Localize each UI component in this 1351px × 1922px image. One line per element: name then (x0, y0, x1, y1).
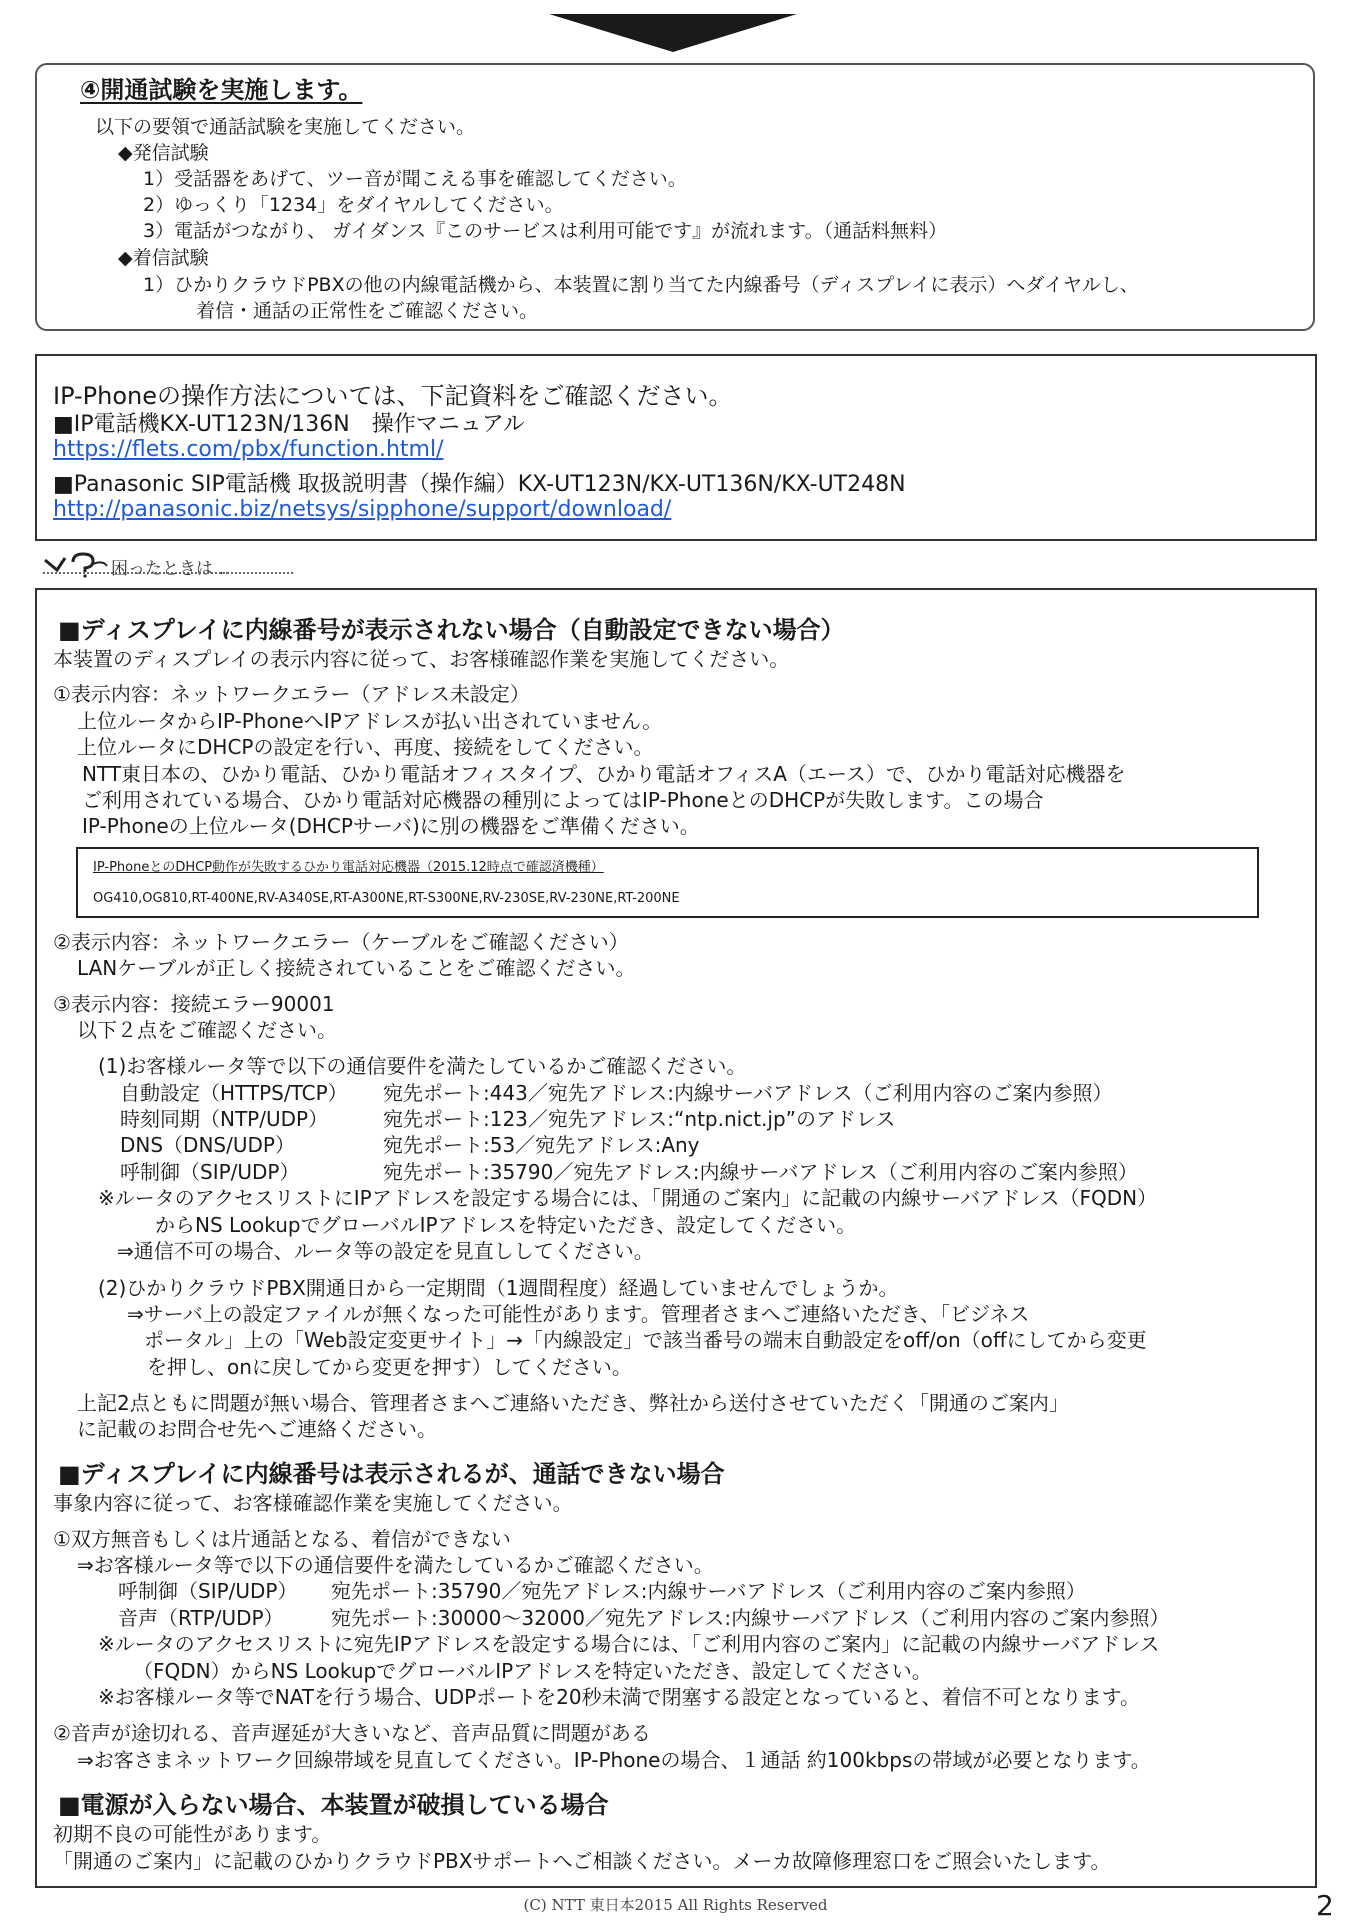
req-key: 呼制御（SIP/UDP） (118, 1579, 298, 1603)
step4-title: ④開通試験を実施します。 (80, 76, 363, 104)
point2-line: を押し、onに戻してから変更を押す）してください。 (147, 1355, 632, 1379)
sec2-case1-intro: ⇒お客様ルータ等で以下の通信要件を満たしているかご確認ください。 (77, 1553, 714, 1577)
sec2-note: （FQDN）からNS LookupでグローバルIPアドレスを特定いただき、設定してください。 (133, 1659, 932, 1683)
down-arrow-icon (549, 14, 797, 52)
point1-note: からNS LookupでグローバルIPアドレスを特定いただき、設定してください。 (155, 1213, 857, 1237)
case1-line: 上位ルータからIP-PhoneへIPアドレスが払い出されていません。 (77, 709, 663, 733)
outgoing-step: 1）受話器をあげて、ツー音が聞こえる事を確認してください。 (143, 168, 687, 190)
req-value: 宛先ポート:30000～32000／宛先アドレス:内線サーバアドレス（ご利用内容のご案内参照） (331, 1606, 1170, 1630)
incoming-step-cont: 着信・通話の正常性をご確認ください。 (196, 300, 539, 322)
point2-line: ポータル」上の「Web設定変更サイト」→「内線設定」で該当番号の端末自動設定をoff/on（offにしてから変更 (144, 1328, 1147, 1352)
point1-note: ※ルータのアクセスリストにIPアドレスを設定する場合には、「開通のご案内」に記載の内線サーバアドレス（FQDN） (98, 1186, 1158, 1210)
point2-title: (2)ひかりクラウドPBX開通日から一定期間（1週間程度）経過していませんでしょうか。 (98, 1276, 899, 1300)
case1-line: ご利用されている場合、ひかり電話対応機器の種別によってはIP-PhoneとのDHCPが失敗します。この場合 (82, 788, 1044, 812)
case1-line: NTT東日本の、ひかり電話、ひかり電話オフィスタイプ、ひかり電話オフィスA（エース）で、ひかり電話対応機器を (82, 762, 1126, 786)
case1-line: IP-Phoneの上位ルータ(DHCPサーバ)に別の機器をご準備ください。 (82, 814, 700, 838)
req-key: 自動設定（HTTPS/TCP） (120, 1081, 348, 1105)
req-value: 宛先ポート:35790／宛先アドレス:内線サーバアドレス（ご利用内容のご案内参照） (383, 1160, 1138, 1184)
case3-title: ③表示内容：接続エラー90001 (53, 992, 335, 1016)
sec3-line: 初期不良の可能性があります。 (53, 1822, 332, 1846)
step4-intro: 以下の要領で通話試験を実施してください。 (95, 116, 476, 138)
sec2-case2-title: ②音声が途切れる、音声遅延が大きいなど、音声品質に問題がある (53, 1721, 651, 1745)
devices-list: OG410,OG810,RT-400NE,RV-A340SE,RT-A300NE,RT-S300NE,RV-230SE,RV-230NE,RT-200NE (93, 891, 680, 906)
sec1-closing: 上記2点ともに問題が無い場合、管理者さまへご連絡いただき、弊社から送付させていただく「開通のご案内」 (77, 1391, 1069, 1415)
sec3-heading: ■電源が入らない場合、本装置が破損している場合 (58, 1791, 609, 1819)
ipphone-heading: IP-Phoneの操作方法については、下記資料をご確認ください。 (53, 382, 733, 410)
req-value: 宛先ポート:35790／宛先アドレス:内線サーバアドレス（ご利用内容のご案内参照） (331, 1579, 1086, 1603)
sec2-note: ※ルータのアクセスリストに宛先IPアドレスを設定する場合には、「ご利用内容のご案内」に記載の内線サーバアドレス (98, 1632, 1160, 1656)
sec1-intro: 本装置のディスプレイの表示内容に従って、お客様確認作業を実施してください。 (53, 647, 790, 671)
outgoing-step: 2）ゆっくり「1234」をダイヤルしてください。 (143, 194, 564, 216)
panasonic-link[interactable]: http://panasonic.biz/netsys/sipphone/support/download/ (53, 497, 672, 522)
sec1-heading: ■ディスプレイに内線番号が表示されない場合（自動設定できない場合） (58, 616, 845, 644)
doc-title-panasonic: ■Panasonic SIP電話機 取扱説明書（操作編）KX-UT123N/KX-UT136N/KX-UT248N (53, 472, 906, 497)
sec2-case2-line: ⇒お客さまネットワーク回線帯域を見直してください。IP-Phoneの場合、１通話 約100kbpsの帯域が必要となります。 (77, 1748, 1151, 1772)
incoming-step: 1）ひかりクラウドPBXの他の内線電話機から、本装置に割り当てた内線番号（ディスプレイに表示）へダイヤルし、 (143, 274, 1139, 296)
incoming-heading: ◆着信試験 (118, 247, 209, 269)
doc-title-manual: ■IP電話機KX-UT123N/136N 操作マニュアル (53, 412, 525, 437)
outgoing-step: 3）電話がつながり、 ガイダンス『このサービスは利用可能です』が流れます。（通話料無料） (143, 220, 948, 242)
sec1-closing: に記載のお問合せ先へご連絡ください。 (77, 1417, 437, 1441)
req-key: 時刻同期（NTP/UDP） (120, 1107, 329, 1131)
sec2-intro: 事象内容に従って、お客様確認作業を実施してください。 (53, 1491, 573, 1515)
sec2-case1-title: ①双方無音もしくは片通話となる、着信ができない (53, 1527, 511, 1551)
devices-title: IP-PhoneとのDHCP動作が失敗するひかり電話対応機器（2015.12時点で確認済機種） (93, 860, 604, 875)
req-value: 宛先ポート:443／宛先アドレス:内線サーバアドレス（ご利用内容のご案内参照） (383, 1081, 1113, 1105)
req-key: DNS（DNS/UDP） (120, 1133, 295, 1157)
sec2-heading: ■ディスプレイに内線番号は表示されるが、通話できない場合 (58, 1460, 725, 1488)
case2-line: LANケーブルが正しく接続されていることをご確認ください。 (77, 956, 636, 980)
req-value: 宛先ポート:123／宛先アドレス:“ntp.nict.jp”のアドレス (383, 1107, 896, 1131)
trouble-label: 困ったときは… (111, 559, 230, 579)
sec2-note: ※お客様ルータ等でNATを行う場合、UDPポートを20秒未満で閉塞する設定となっていると、着信不可となります。 (98, 1685, 1141, 1709)
case1-title: ①表示内容：ネットワークエラー（アドレス未設定） (53, 682, 530, 706)
case2-title: ②表示内容：ネットワークエラー（ケーブルをご確認ください） (53, 930, 629, 954)
point2-line: ⇒サーバ上の設定ファイルが無くなった可能性があります。管理者さまへご連絡いただき、「ビジネス (127, 1302, 1030, 1326)
case1-line: 上位ルータにDHCPの設定を行い、再度、接続をしてください。 (77, 735, 654, 759)
page-number: 2 (1316, 1889, 1334, 1922)
case3-intro: 以下２点をご確認ください。 (77, 1018, 337, 1042)
req-key: 呼制御（SIP/UDP） (120, 1160, 300, 1184)
outgoing-heading: ◆発信試験 (118, 142, 209, 164)
sec3-line: 「開通のご案内」に記載のひかりクラウドPBXサポートへご相談ください。メーカ故障修理窓口をご照会いたします。 (53, 1849, 1111, 1873)
point1-note: ⇒通信不可の場合、ルータ等の設定を見直ししてください。 (117, 1239, 654, 1263)
trouble-divider (43, 572, 293, 574)
question-mark-icon (43, 552, 109, 578)
req-value: 宛先ポート:53／宛先アドレス:Any (383, 1133, 700, 1157)
manual-link[interactable]: https://flets.com/pbx/function.html/ (53, 437, 444, 462)
copyright-footer: (C) NTT 東日本2015 All Rights Reserved (523, 1896, 828, 1914)
point1-title: (1)お客様ルータ等で以下の通信要件を満たしているかご確認ください。 (98, 1054, 747, 1078)
req-key: 音声（RTP/UDP） (118, 1606, 284, 1630)
